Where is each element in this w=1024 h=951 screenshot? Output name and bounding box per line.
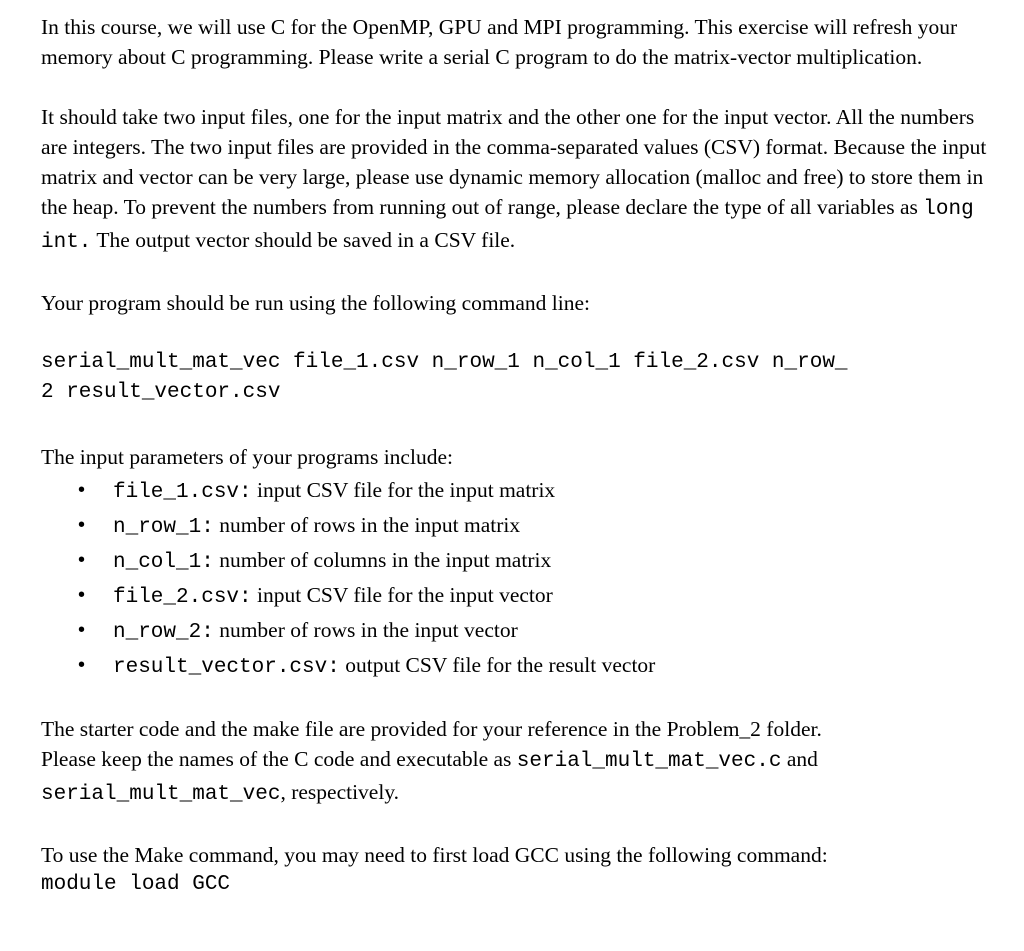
module-load-command: module load GCC (41, 873, 231, 896)
param-name: n_col_1: (113, 551, 214, 574)
executable-name-code: serial_mult_mat_vec (41, 783, 281, 806)
document-page (41, 12, 1001, 900)
starter-code-line-1: The starter code and the make file are provided for your reference in the Problem_2 folder. (41, 717, 822, 741)
starter-text-before: Please keep the names of the C code and executable as (41, 747, 517, 771)
requirements-text-after: The output vector should be saved in a CSV file. (91, 228, 516, 252)
command-line-intro: Your program should be run using the following command line: (41, 291, 590, 315)
starter-text-and: and (781, 747, 818, 771)
command-line-1: serial_mult_mat_vec file_1.csv n_row_1 n_col_1 file_2.csv n_row_ (41, 351, 848, 374)
param-name: file_2.csv: (113, 586, 252, 609)
param-item-n-col-1 (41, 544, 1001, 579)
param-desc: number of rows in the input matrix (219, 513, 521, 537)
params-list (41, 474, 1001, 684)
bullet-icon: • (78, 549, 86, 571)
bullet-icon: • (78, 654, 86, 676)
starter-code-paragraph (41, 714, 1001, 810)
param-item-n-row-2 (41, 614, 1001, 649)
param-item-result-vector (41, 649, 1001, 684)
bullet-icon: • (78, 479, 86, 501)
param-item-file-2 (41, 579, 1001, 614)
param-desc: output CSV file for the result vector (345, 653, 656, 677)
param-item-n-row-1 (41, 509, 1001, 544)
bullet-icon: • (78, 514, 86, 536)
command-line-code (41, 348, 1001, 408)
bullet-icon: • (78, 584, 86, 606)
starter-text-after: , respectively. (280, 780, 400, 804)
make-command-paragraph (41, 840, 1001, 900)
param-name: n_row_1: (113, 516, 214, 539)
source-filename-code: serial_mult_mat_vec.c (516, 750, 782, 773)
param-desc: input CSV file for the input matrix (257, 478, 556, 502)
param-desc: number of columns in the input matrix (219, 548, 552, 572)
param-item-file-1 (41, 474, 1001, 509)
params-intro: The input parameters of your programs include: (41, 445, 453, 469)
starter-code-line-3 (41, 777, 1001, 810)
starter-code-line-2 (41, 744, 1001, 777)
make-command-text: To use the Make command, you may need to first load GCC using the following command: (41, 843, 828, 867)
param-name: n_row_2: (113, 621, 214, 644)
command-line-2: 2 result_vector.csv (41, 381, 281, 404)
param-desc: number of rows in the input vector (219, 618, 518, 642)
intro-paragraph: In this course, we will use C for the OpenMP, GPU and MPI programming. This exercise will refresh your memory about C programming. Please write a serial C program to do the matrix-vector multiplication. (41, 15, 958, 69)
param-name: file_1.csv: (113, 481, 252, 504)
param-name: result_vector.csv: (113, 656, 340, 679)
bullet-icon: • (78, 619, 86, 641)
param-desc: input CSV file for the input vector (257, 583, 553, 607)
requirements-paragraph (41, 102, 1001, 258)
long-int-code: long int. (41, 198, 974, 254)
requirements-text-before: It should take two input files, one for the input matrix and the other one for the input vector. All the numbers are integers. The two input files are provided in the comma-separated values (CSV) format. Because the input matrix and vector can be very large, please use dynamic memory allocation (malloc and free) to store them in the heap. To prevent the numbers from running out of range, please declare the type of all variables as (41, 105, 987, 219)
